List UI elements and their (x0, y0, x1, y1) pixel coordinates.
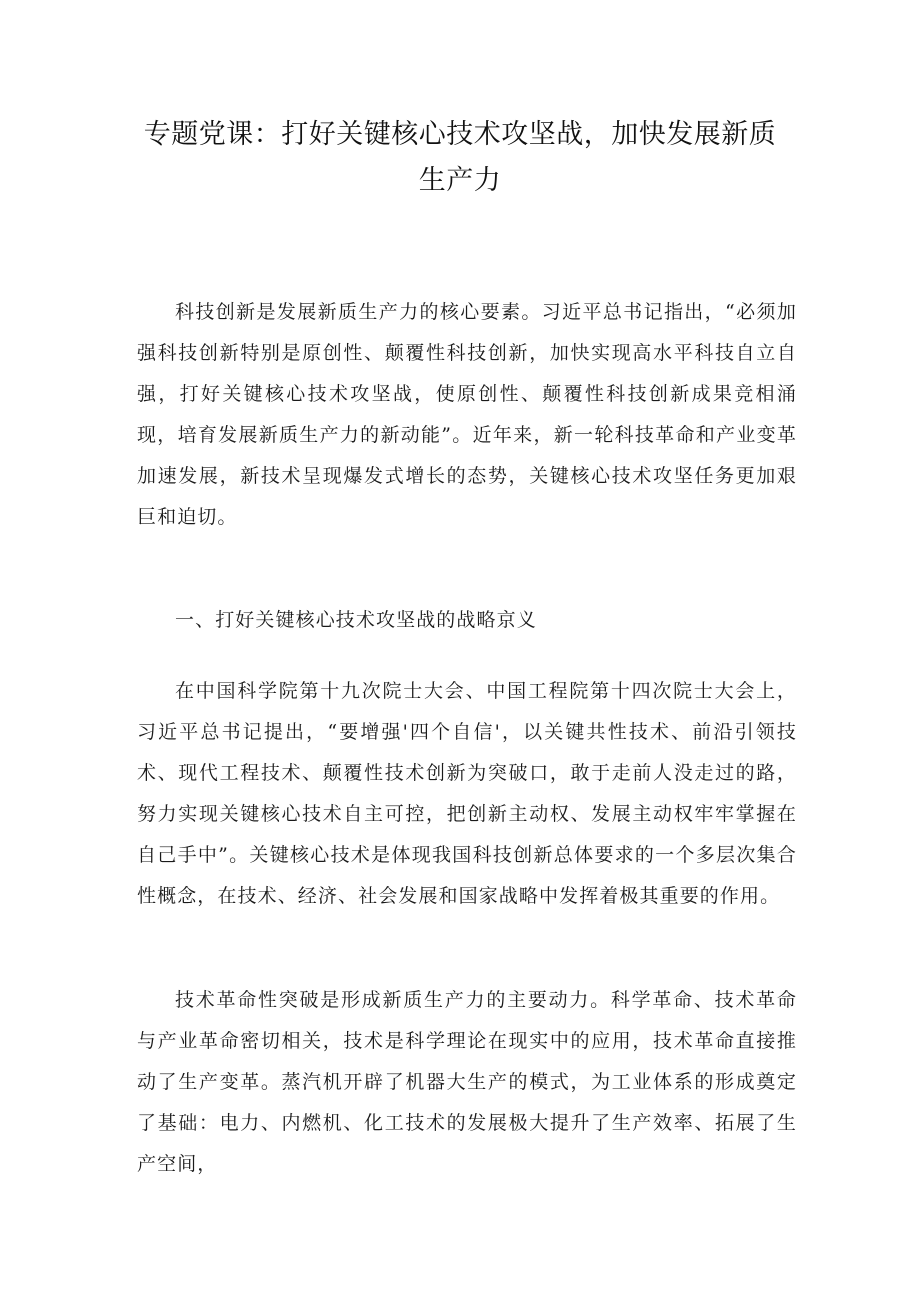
section-heading-1 (137, 600, 797, 641)
title-line-1: 专题党课：打好关键核心技术攻坚战，加快发展新质 (143, 119, 777, 150)
paragraph-3 (137, 980, 797, 1185)
document-title (0, 112, 920, 204)
paragraph-2 (137, 671, 797, 917)
section-heading-text: 一、打好关键核心技术攻坚战的战略京义 (175, 609, 537, 631)
paragraph-text: 科技创新是发展新质生产力的核心要素。习近平总书记指出，“必须加强科技创新特别是原创性、颠覆性科技创新，加快实现高水平科技自立自强，打好关键核心技术攻坚战，使原创性、颠覆性科技创新成果竞相涌现，培育发展新质生产力的新动能”。近年来，新一轮科技革命和产业变革加速发展，新技术呈现爆发式增长的态势，关键核心技术攻坚任务更加艰巨和迫切。 (137, 301, 797, 528)
title-line-2: 生产力 (418, 165, 502, 196)
paragraph-text: 在中国科学院第十九次院士大会、中国工程院第十四次院士大会上，习近平总书记提出，“要增强'四个自信'，以关键共性技术、前沿引领技术、现代工程技术、颠覆性技术创新为突破口，敢于走前人没走过的路，努力实现关键核心技术自主可控，把创新主动权、发展主动权牢牢掌握在自己手中”。关键核心技术是体现我国科技创新总体要求的一个多层次集合性概念，在技术、经济、社会发展和国家战略中发挥着极其重要的作用。 (137, 680, 797, 907)
paragraph-intro (137, 292, 797, 538)
paragraph-text: 技术革命性突破是形成新质生产力的主要动力。科学革命、技术革命与产业革命密切相关，技术是科学理论在现实中的应用，技术革命直接推动了生产变革。蒸汽机开辟了机器大生产的模式，为工业体系的形成奠定了基础：电力、内燃机、化工技术的发展极大提升了生产效率、拓展了生产空间， (137, 989, 797, 1175)
